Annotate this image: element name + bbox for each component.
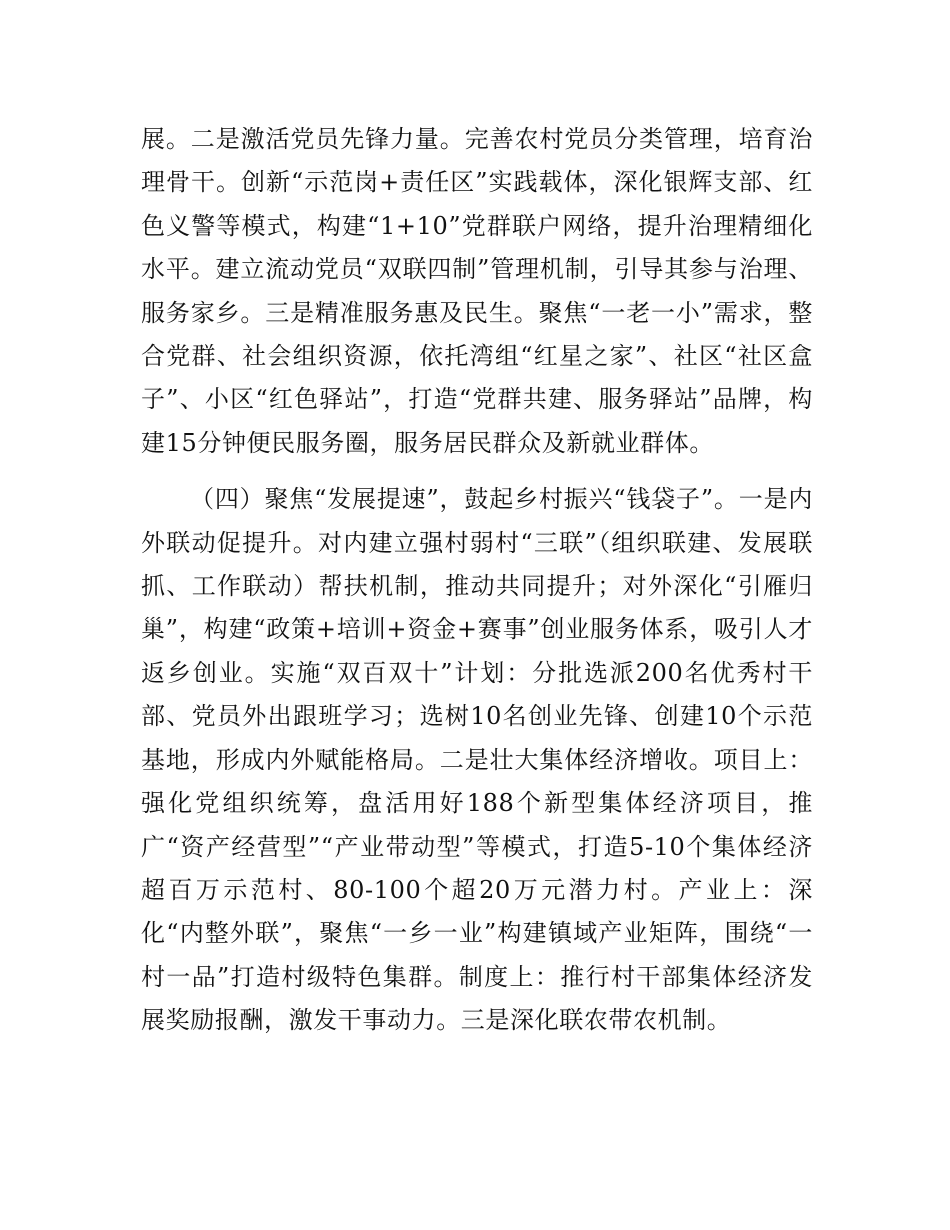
document-body [141, 118, 813, 1043]
paragraph-party-members-services: 展。二是激活党员先锋力量。完善农村党员分类管理，培育治理骨干。创新“示范岗+责任区”实践载体，深化银辉支部、红色义警等模式，构建“1+10”党群联户网络，提升治理精细化水平。建立流动党员“双联四制”管理机制，引导其参与治理、服务家乡。三是精准服务惠及民生。聚焦“一老一小”需求，整合党群、社会组织资源，依托湾组“红星之家”、社区“社区盒子”、小区“红色驿站”，打造“党群共建、服务驿站”品牌，构建15分钟便民服务圈，服务居民群众及新就业群体。 [141, 125, 813, 457]
paragraph-development-speedup: （四）聚焦“发展提速”，鼓起乡村振兴“钱袋子”。一是内外联动促提升。对内建立强村弱村“三联”（组织联建、发展联抓、工作联动）帮扶机制，推动共同提升；对外深化“引雁归巢”，构建“政策+培训+资金+赛事”创业服务体系，吸引人才返乡创业。实施“双百双十”计划：分批选派200名优秀村干部、党员外出跟班学习；选树10名创业先锋、创建10个示范基地，形成内外赋能格局。二是壮大集体经济增收。项目上：强化党组织统筹，盘活用好188个新型集体经济项目，推广“资产经营型”“产业带动型”等模式，打造5-10个集体经济超百万示范村、80-100个超20万元潜力村。产业上：深化“内整外联”，聚焦“一乡一业”构建镇域产业矩阵，围绕“一村一品”打造村级特色集群。制度上：推行村干部集体经济发展奖励报酬，激发干事动力。三是深化联农带农机制。 [141, 485, 813, 1035]
